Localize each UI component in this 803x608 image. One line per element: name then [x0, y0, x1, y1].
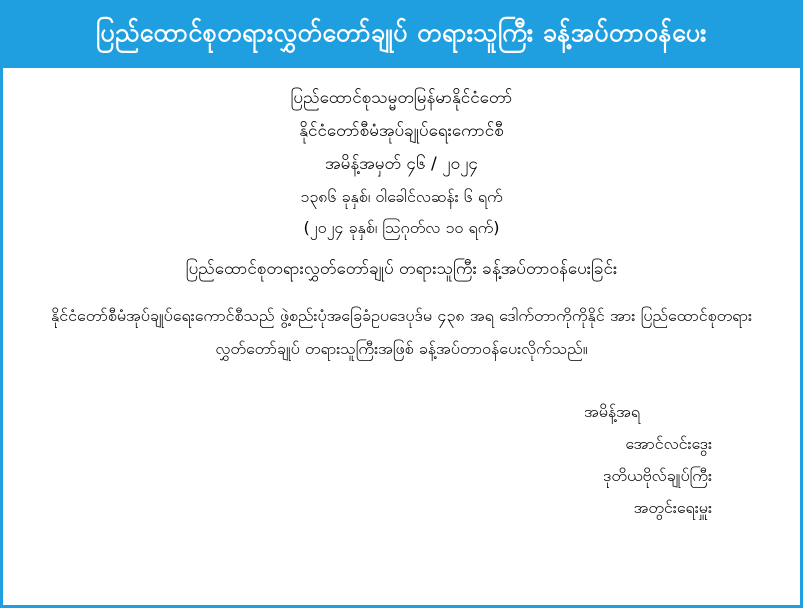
signature-name: အောင်လင်းဒွေး	[625, 434, 712, 454]
heading-line-council: နိုင်ငံတော်စီမံအုပ်ချုပ်ရေးကောင်စီ	[299, 120, 504, 141]
heading-line-date-myanmar: ၁၃၈၆ ခုနှစ်၊ ဝါခေါင်လဆန်း ၆ ရက်	[300, 186, 503, 206]
heading-line-state: ပြည်ထောင်စုသမ္မတမြန်မာနိုင်ငံတော်	[290, 87, 513, 108]
document-body	[3, 68, 800, 535]
signature-rank: ဒုတိယဗိုလ်ချုပ်ကြီး	[603, 466, 712, 486]
signature-position: အတွင်းရေးမှူး	[633, 498, 712, 518]
heading-line-subject: ပြည်ထောင်စုတရားလွှတ်တော်ချုပ် တရားသူကြီး ခန့်အပ်တာဝန်ပေးခြင်း	[185, 259, 618, 280]
page-title: ပြည်ထောင်စုတရားလွှတ်တော်ချုပ် တရားသူကြီး ခန့်အပ်တာဝန်ပေး	[96, 18, 707, 47]
signature-order-text: အမိန့်အရ	[584, 402, 640, 422]
heading-line-order-number: အမိန့်အမှတ် ၄၆ / ၂၀၂၄	[325, 153, 478, 174]
document-header-band	[3, 3, 800, 68]
body-paragraph: နိုင်ငံတော်စီမံအုပ်ချုပ်ရေးကောင်စီသည် ဖွဲ့စည်းပုံအခြေခံဥပဒေပုဒ်မ ၄၃၈ အရ ဒေါက်တာကိုကိုနိုင် အား ပြည်ထောင်စုတရားလွှတ်တော်ချုပ် တရားသူကြီးအဖြစ် ခန့်အပ်တာဝန်ပေးလိုက်သည်။	[51, 306, 752, 359]
heading-line-date-gregorian: (၂၀၂၄ ခုနှစ်၊ သြဂုတ်လ ၁၀ ရက်)	[303, 218, 500, 238]
heading-block	[47, 82, 756, 287]
signature-block	[47, 396, 756, 524]
